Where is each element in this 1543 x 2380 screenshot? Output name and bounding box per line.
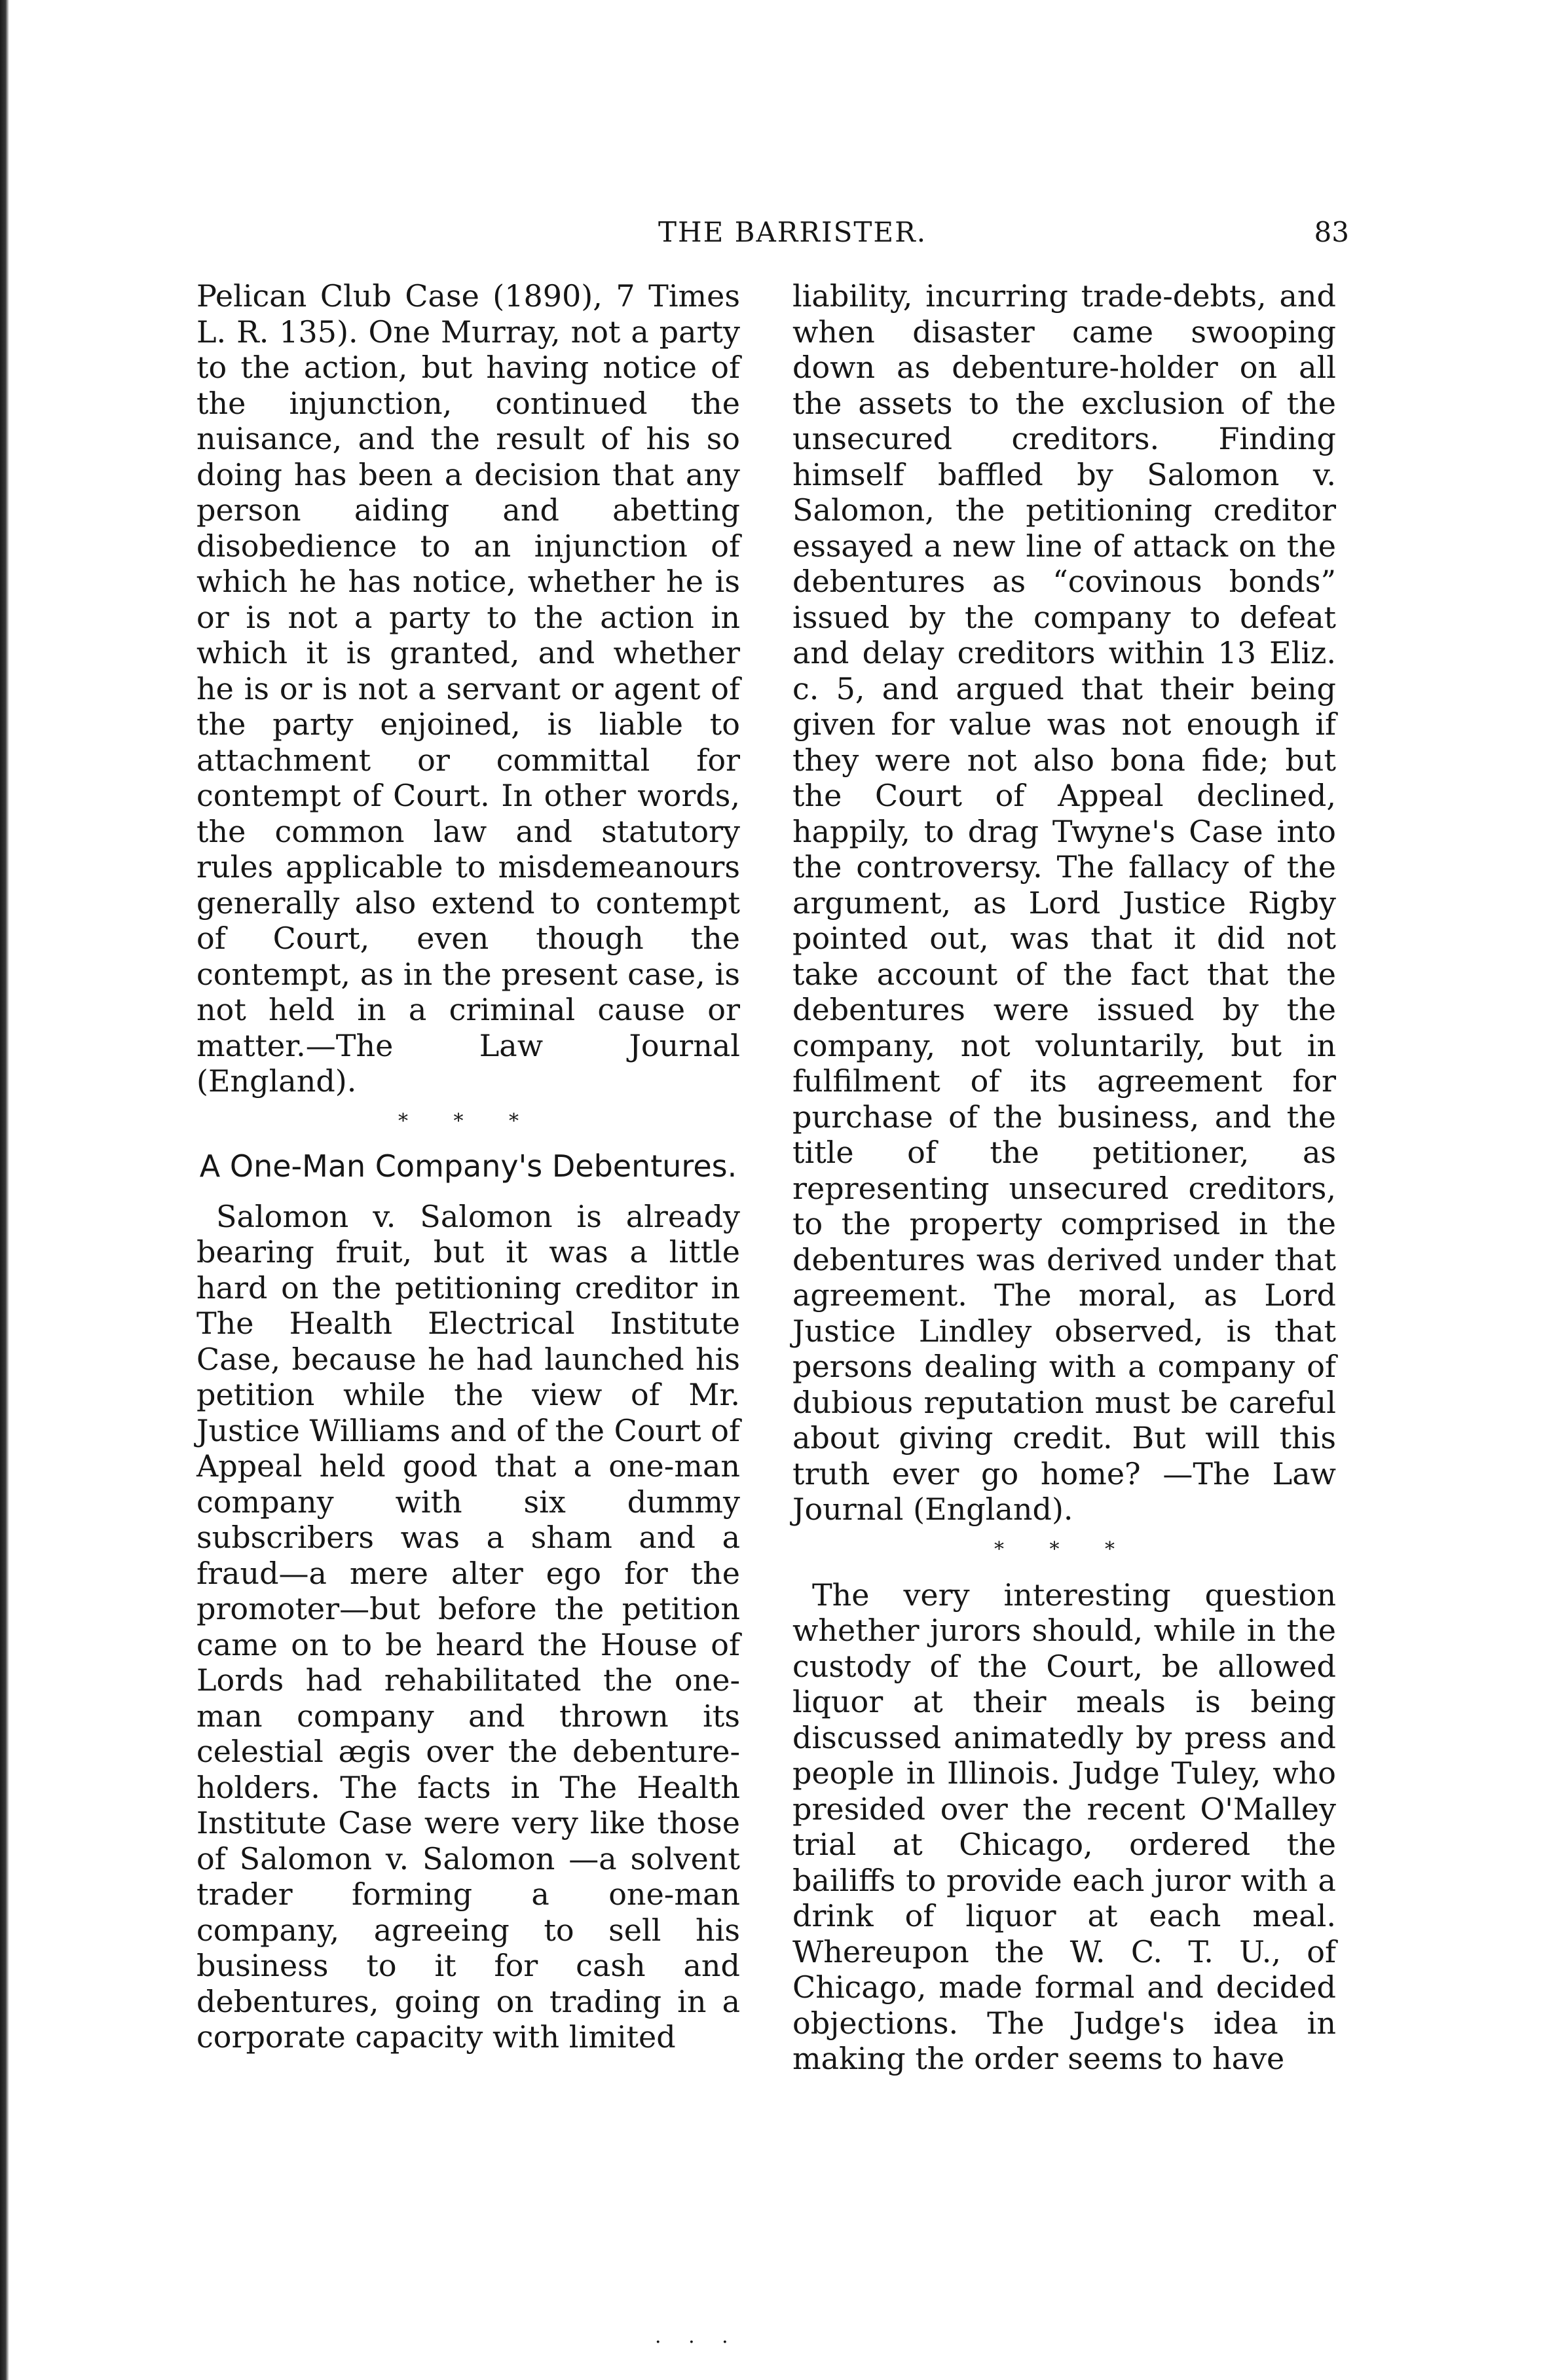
running-title: THE BARRISTER. — [658, 216, 927, 248]
left-column — [196, 278, 740, 2055]
page-header — [196, 216, 1349, 262]
paragraph-jurors-liquor: The very interesting question whether jurors should, while in the custody of the Court, be allowed liquor at their meals is being discussed animatedly by press and people in Illinois. Judge Tuley, who presided over the recent O'Malley trial at Chicago, ordered the bailiffs to provide each juror with a drink of liquor at each meal. Whereupon the W. C. T. U., of Chicago, made formal and decided objections. The Judge's idea in making the order seems to have — [792, 1577, 1336, 2076]
section-title: A One-Man Company's Debentures. — [199, 1148, 737, 1184]
separator-stars: * * * — [994, 1537, 1135, 1561]
paragraph-salomon-continued: liability, incurring trade-debts, and when disaster came swooping down as debenture-holder on all the assets to the exclusion of the unsecured creditors. Finding himself baffled by Salomon v. Salomon, the petitioning creditor essayed a new line of attack on the debentures as “covinous bonds” issued by the company to defeat and delay creditors within 13 Eliz. c. 5, and argued that their being given for value was not enough if they were not also bona fide; but the Court of Appeal declined, happily, to drag Twyne's Case into the controversy. The fallacy of the argument, as Lord Justice Rigby pointed out, was that it did not take account of the fact that the debentures were issued by the company, not voluntarily, but in fulfilment of its agreement for purchase of the business, and the title of the petitioner, as representing unsecured creditors, to the property comprised in the debentures was derived under that agreement. The moral, as Lord Justice Lindley observed, is that persons dealing with a company of dubious reputation must be careful about giving credit. But will this truth ever go home? —The Law Journal (England). — [792, 278, 1336, 1527]
paragraph-pelican-club: Pelican Club Case (1890), 7 Times L. R. 135). One Murray, not a party to the action, but having notice of the injunction, continued the nuisance, and the result of his so doing has been a decision that any person aiding and abetting disobedience to an injunction of which he has notice, whether he is or is not a party to the action in which it is granted, and whether he is or is not a servant or agent of the party enjoined, is liable to attachment or committal for contempt of Court. In other words, the common law and statutory rules applicable to misdemeanours generally also extend to contempt of Court, even though the contempt, as in the present case, is not held in a criminal cause or matter.—The Law Journal (England). — [196, 278, 740, 1099]
paragraph-salomon: Salomon v. Salomon is already bearing fruit, but it was a little hard on the petitioning creditor in The Health Electrical Institute Case, because he had launched his petition while the view of Mr. Justice Williams and of the Court of Appeal held good that a one-man company with six dummy subscribers was a sham and a fraud—a mere alter ego for the promoter—but before the petition came on to be heard the House of Lords had rehabilitated the one-man company and thrown its celestial ægis over the debenture-holders. The facts in The Health Institute Case were very like those of Salomon v. Salomon —a solvent trader forming a one-man company, agreeing to sell his business to it for cash and debentures, going on trading in a corporate capacity with limited — [196, 1198, 740, 2055]
page-number: 83 — [1314, 216, 1349, 248]
scan-edge — [0, 0, 9, 2380]
right-column — [792, 278, 1336, 2077]
separator-stars: * * * — [398, 1109, 539, 1133]
footer-mark: · · · — [655, 2331, 739, 2354]
